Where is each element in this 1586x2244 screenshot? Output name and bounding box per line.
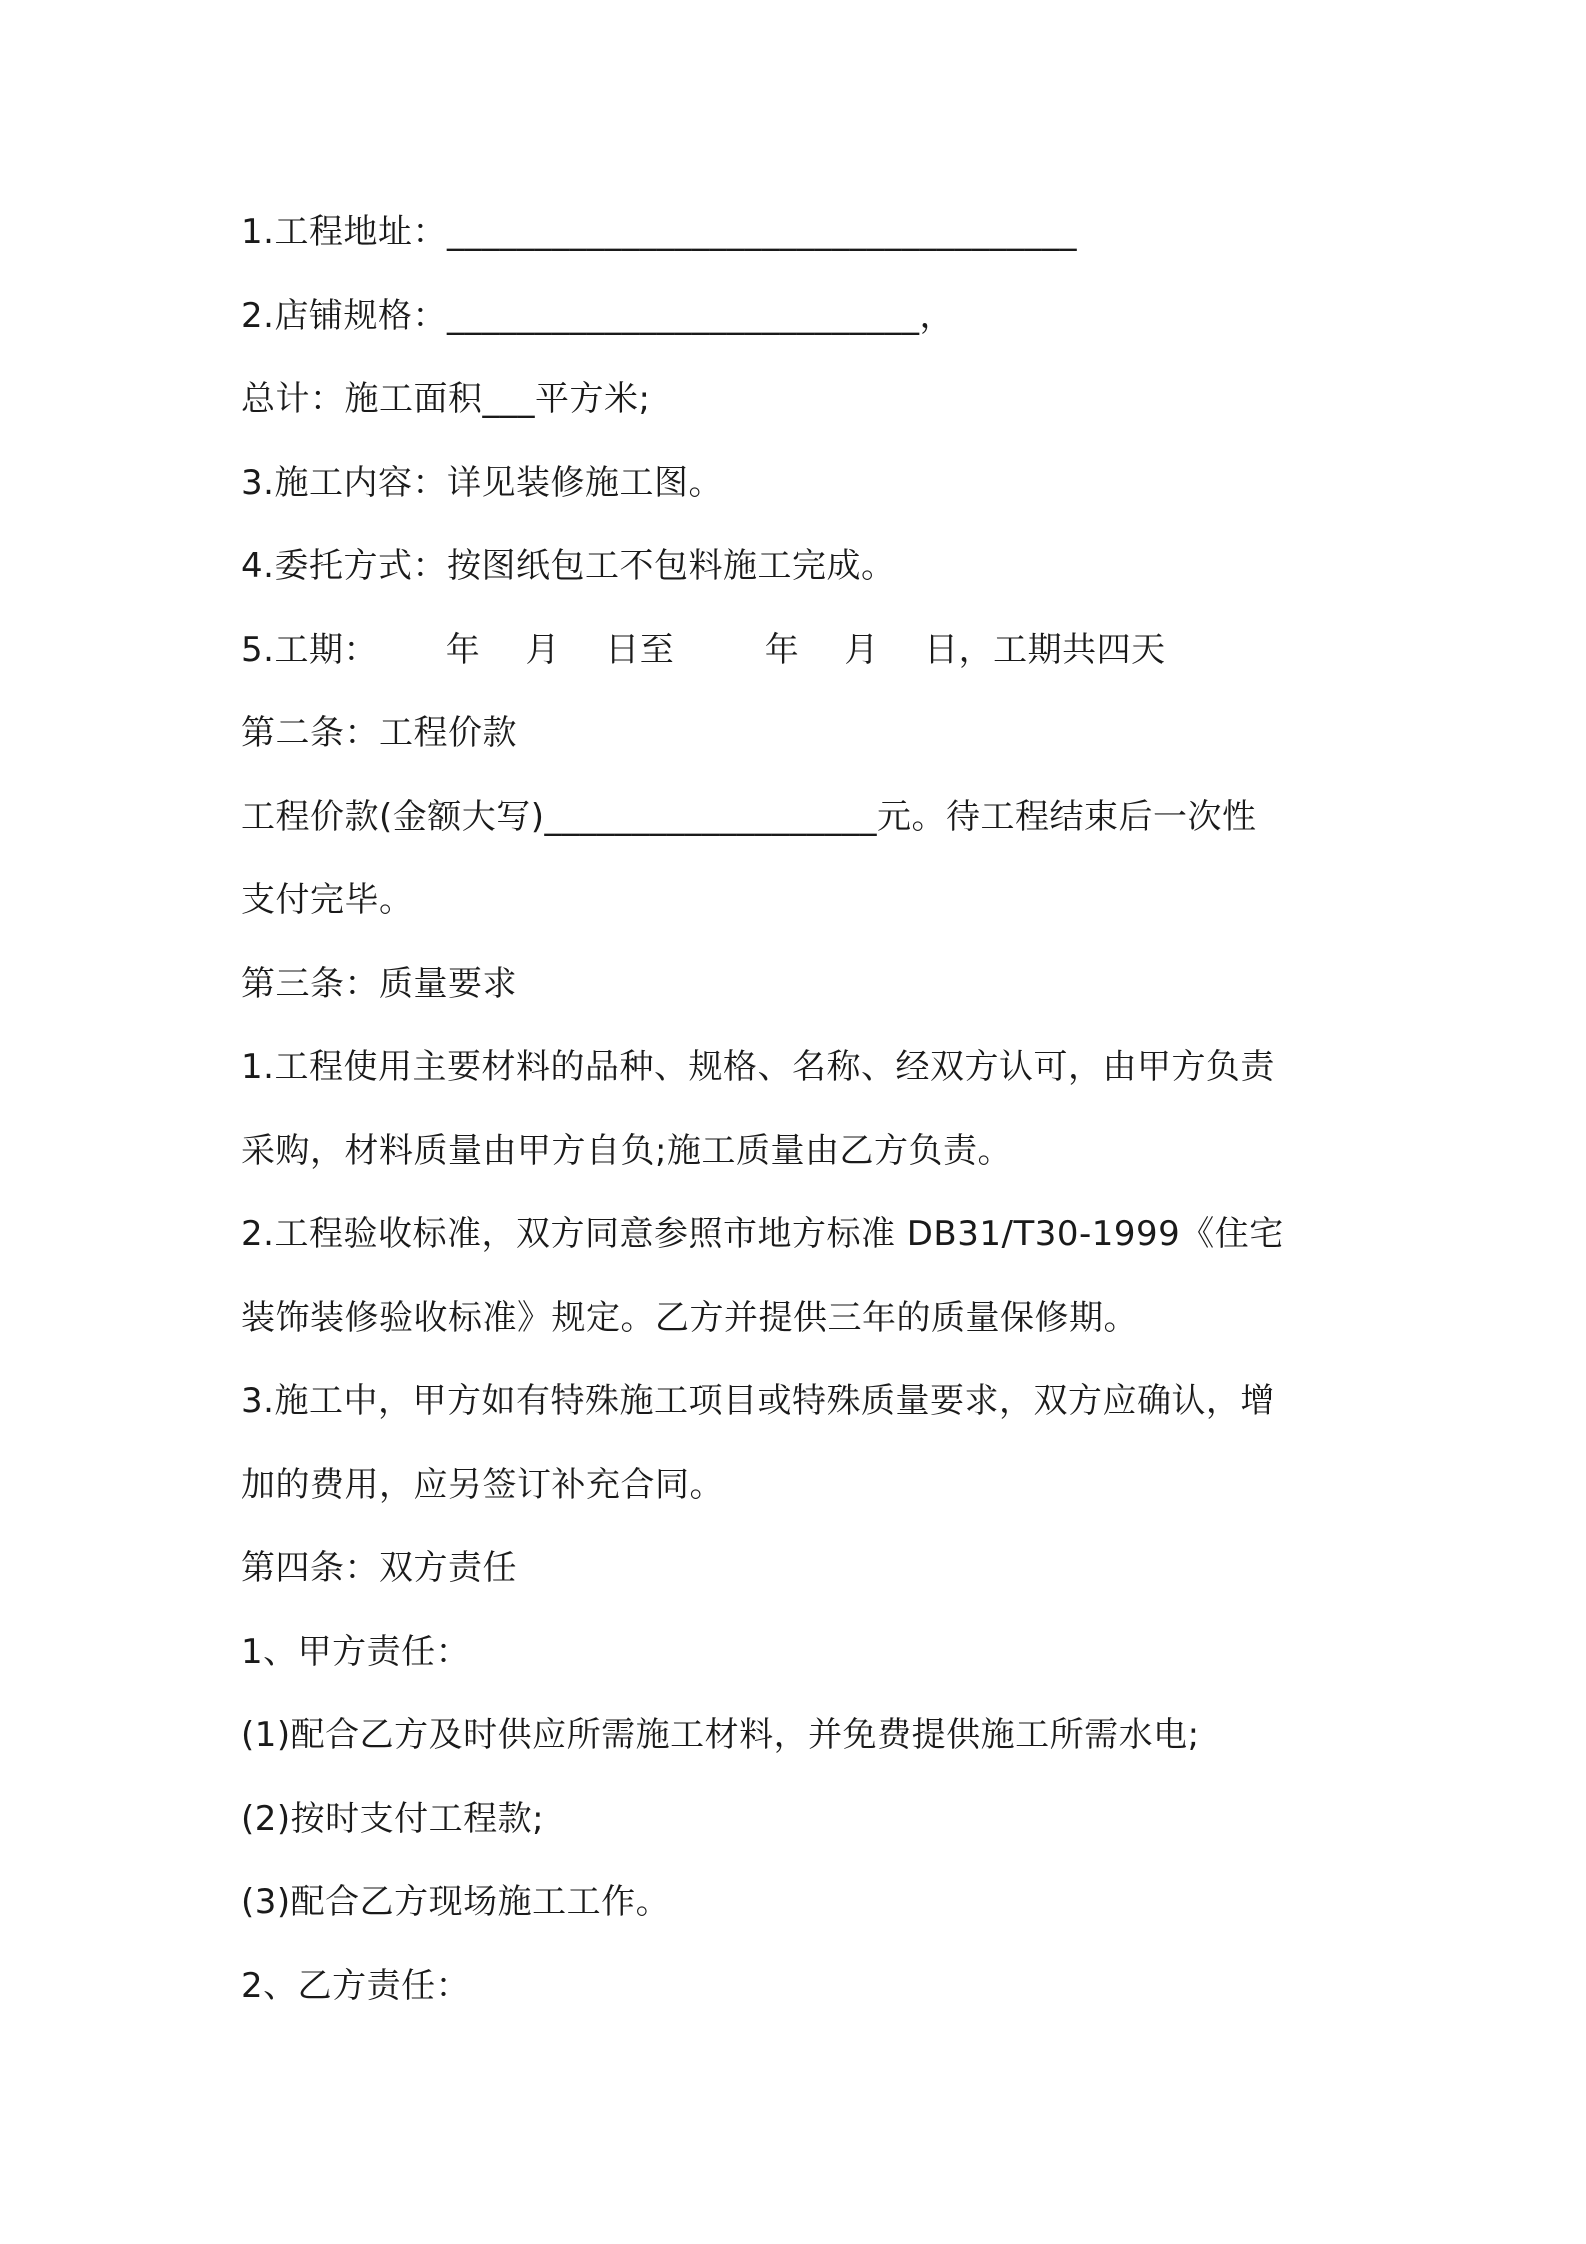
- construction-content-line: 3.施工内容：详见装修施工图。: [241, 462, 723, 503]
- article-two-heading: 第二条：工程价款: [241, 713, 517, 753]
- project-price-line-cont: 支付完毕。: [241, 880, 414, 920]
- party-a-duty-3: (3)配合乙方现场施工工作。: [241, 1882, 671, 1922]
- contract-body: [241, 198, 1361, 2035]
- quality-clause-3-cont: 加的费用，应另签订补充合同。: [241, 1464, 724, 1505]
- party-a-responsibility-heading: 1、甲方责任：: [241, 1631, 471, 1672]
- shop-spec-line: 2.店铺规格：___________________________，: [241, 295, 954, 336]
- quality-clause-3: 3.施工中，甲方如有特殊施工项目或特殊质量要求，双方应确认，增: [241, 1381, 1275, 1421]
- party-b-responsibility-heading: 2、乙方责任：: [241, 1965, 471, 2006]
- quality-clause-2-cont: 装饰装修验收标准》规定。乙方并提供三年的质量保修期。: [241, 1297, 1138, 1338]
- article-four-heading: 第四条：双方责任: [241, 1548, 517, 1588]
- party-a-duty-2: (2)按时支付工程款;: [241, 1798, 545, 1839]
- article-three-heading: 第三条：质量要求: [241, 963, 517, 1004]
- quality-clause-2: 2.工程验收标准，双方同意参照市地方标准 DB31/T30-1999《住宅: [241, 1214, 1284, 1254]
- project-price-line: 工程价款(金额大写)___________________元。待工程结束后一次性: [241, 796, 1257, 837]
- project-address-line: 1.工程地址：____________________________________: [241, 212, 1077, 252]
- commission-method-line: 4.委托方式：按图纸包工不包料施工完成。: [241, 546, 896, 586]
- quality-clause-1: 1.工程使用主要材料的品种、规格、名称、经双方认可，由甲方负责: [241, 1047, 1275, 1087]
- quality-clause-1-cont: 采购，材料质量由甲方自负;施工质量由乙方负责。: [241, 1130, 1012, 1171]
- construction-period-line: 5.工期： 年 月 日至 年 月 日，工期共四天: [241, 629, 1166, 670]
- party-a-duty-1: (1)配合乙方及时供应所需施工材料，并免费提供施工所需水电;: [241, 1715, 1200, 1755]
- total-area-line: 总计：施工面积___平方米;: [241, 379, 651, 419]
